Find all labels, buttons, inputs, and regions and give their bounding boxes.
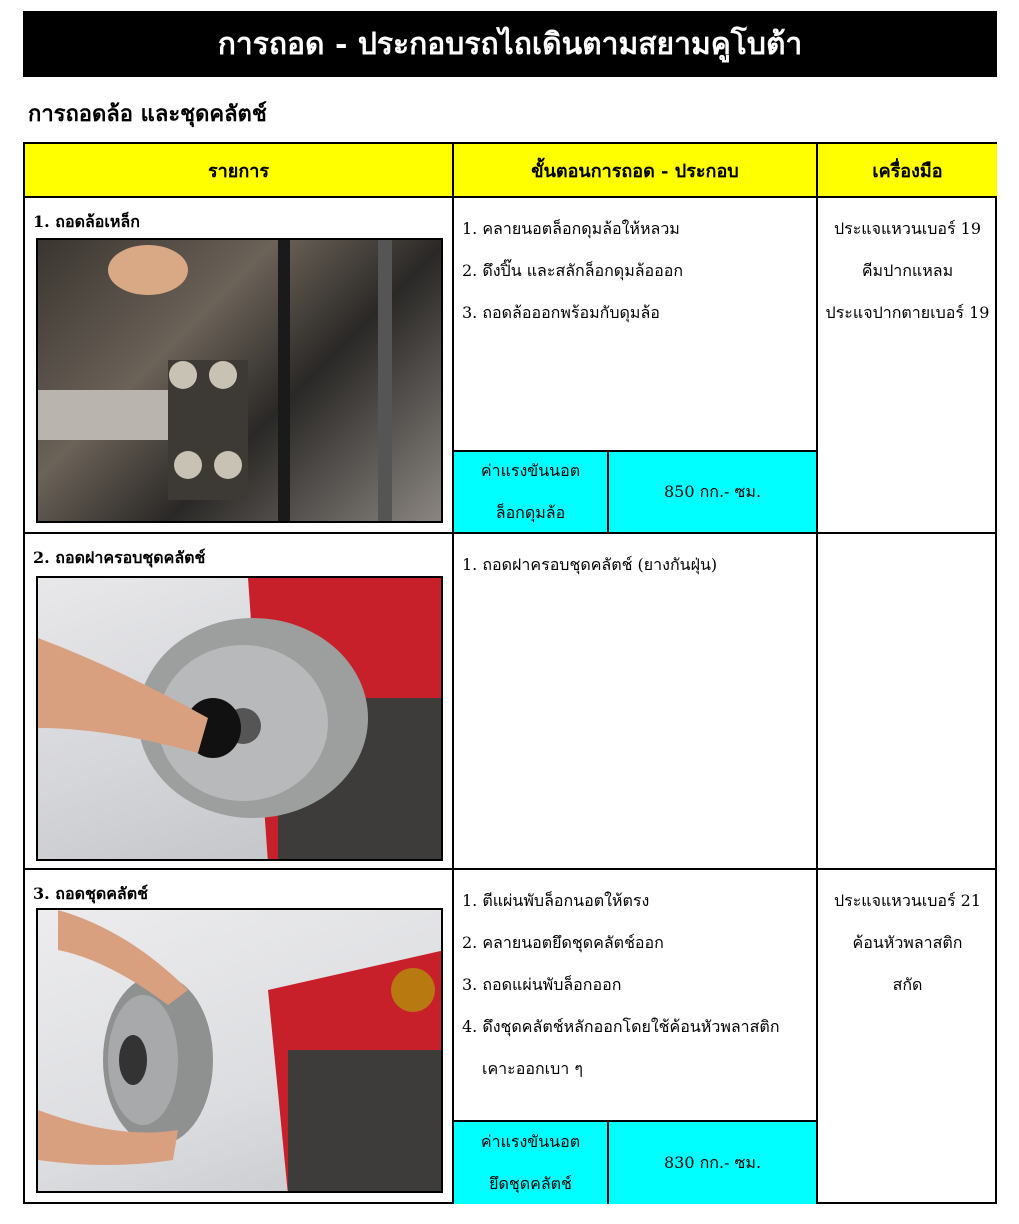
header-steps: ขั้นตอนการถอด - ประกอบ	[454, 144, 818, 198]
step: 2. ดึงปิ๊น และสลักล็อกดุมล้อออก	[462, 261, 684, 280]
item-title: 2. ถอดฝาครอบชุดคลัตช์	[33, 548, 206, 567]
step: 2. คลายนอตยึดชุดคลัตช์ออก	[462, 933, 664, 952]
tool: ประแจแหวนเบอร์ 19	[833, 219, 982, 238]
torque-label: ค่าแรงขันนอต	[480, 461, 581, 480]
item-title: 1. ถอดล้อเหล็ก	[33, 212, 140, 231]
tool: ประแจแหวนเบอร์ 21	[833, 891, 982, 910]
torque-box	[454, 1120, 816, 1204]
row-3-tools	[818, 870, 997, 1204]
step: 1. ถอดฝาครอบชุดคลัตช์ (ยางกันฝุ่น)	[462, 555, 718, 574]
page-title: การถอด - ประกอบรถไถเดินตามสยามคูโบต้า	[23, 11, 997, 77]
clutch-cover-photo	[36, 576, 443, 861]
row-2-item	[25, 534, 454, 870]
step: 1. คลายนอตล็อกดุมล้อให้หลวม	[462, 219, 680, 238]
step: 3. ถอดแผ่นพับล็อกออก	[462, 975, 622, 994]
clutch-removal-photo	[36, 908, 443, 1193]
header-tools: เครื่องมือ	[818, 144, 997, 198]
step: เคาะออกเบา ๆ	[482, 1059, 583, 1078]
step: 3. ถอดล้อออกพร้อมกับดุมล้อ	[462, 303, 660, 322]
torque-label: ค่าแรงขันนอต	[480, 1132, 581, 1151]
torque-value: 850 กก.- ซม.	[663, 482, 762, 501]
tool: สกัด	[892, 975, 923, 994]
row-3-item	[25, 870, 454, 1204]
tool: ประแจปากตายเบอร์ 19	[825, 303, 990, 322]
row-2-steps	[454, 534, 818, 870]
torque-box	[454, 450, 816, 532]
procedure-table	[23, 142, 997, 1204]
tool: ค้อนหัวพลาสติก	[852, 933, 963, 952]
torque-value: 830 กก.- ซม.	[663, 1153, 762, 1172]
row-1-item	[25, 198, 454, 534]
item-title: 3. ถอดชุดคลัตช์	[33, 884, 148, 903]
header-item: รายการ	[25, 144, 454, 198]
step: 1. ตีแผ่นพับล็อกนอตให้ตรง	[462, 891, 650, 910]
row-3-steps	[454, 870, 818, 1204]
row-1-steps	[454, 198, 818, 534]
step: 4. ดึงชุดคลัตช์หลักออกโดยใช้ค้อนหัวพลาสติก	[462, 1017, 780, 1036]
torque-label: ยึดชุดคลัตช์	[489, 1174, 572, 1193]
torque-label: ล็อกดุมล้อ	[495, 503, 566, 522]
row-2-tools	[818, 534, 997, 870]
tool: คีมปากแหลม	[861, 261, 954, 280]
section-subtitle: การถอดล้อ และชุดคลัตช์	[28, 101, 267, 127]
row-1-tools	[818, 198, 997, 534]
wheel-removal-photo	[36, 238, 443, 523]
